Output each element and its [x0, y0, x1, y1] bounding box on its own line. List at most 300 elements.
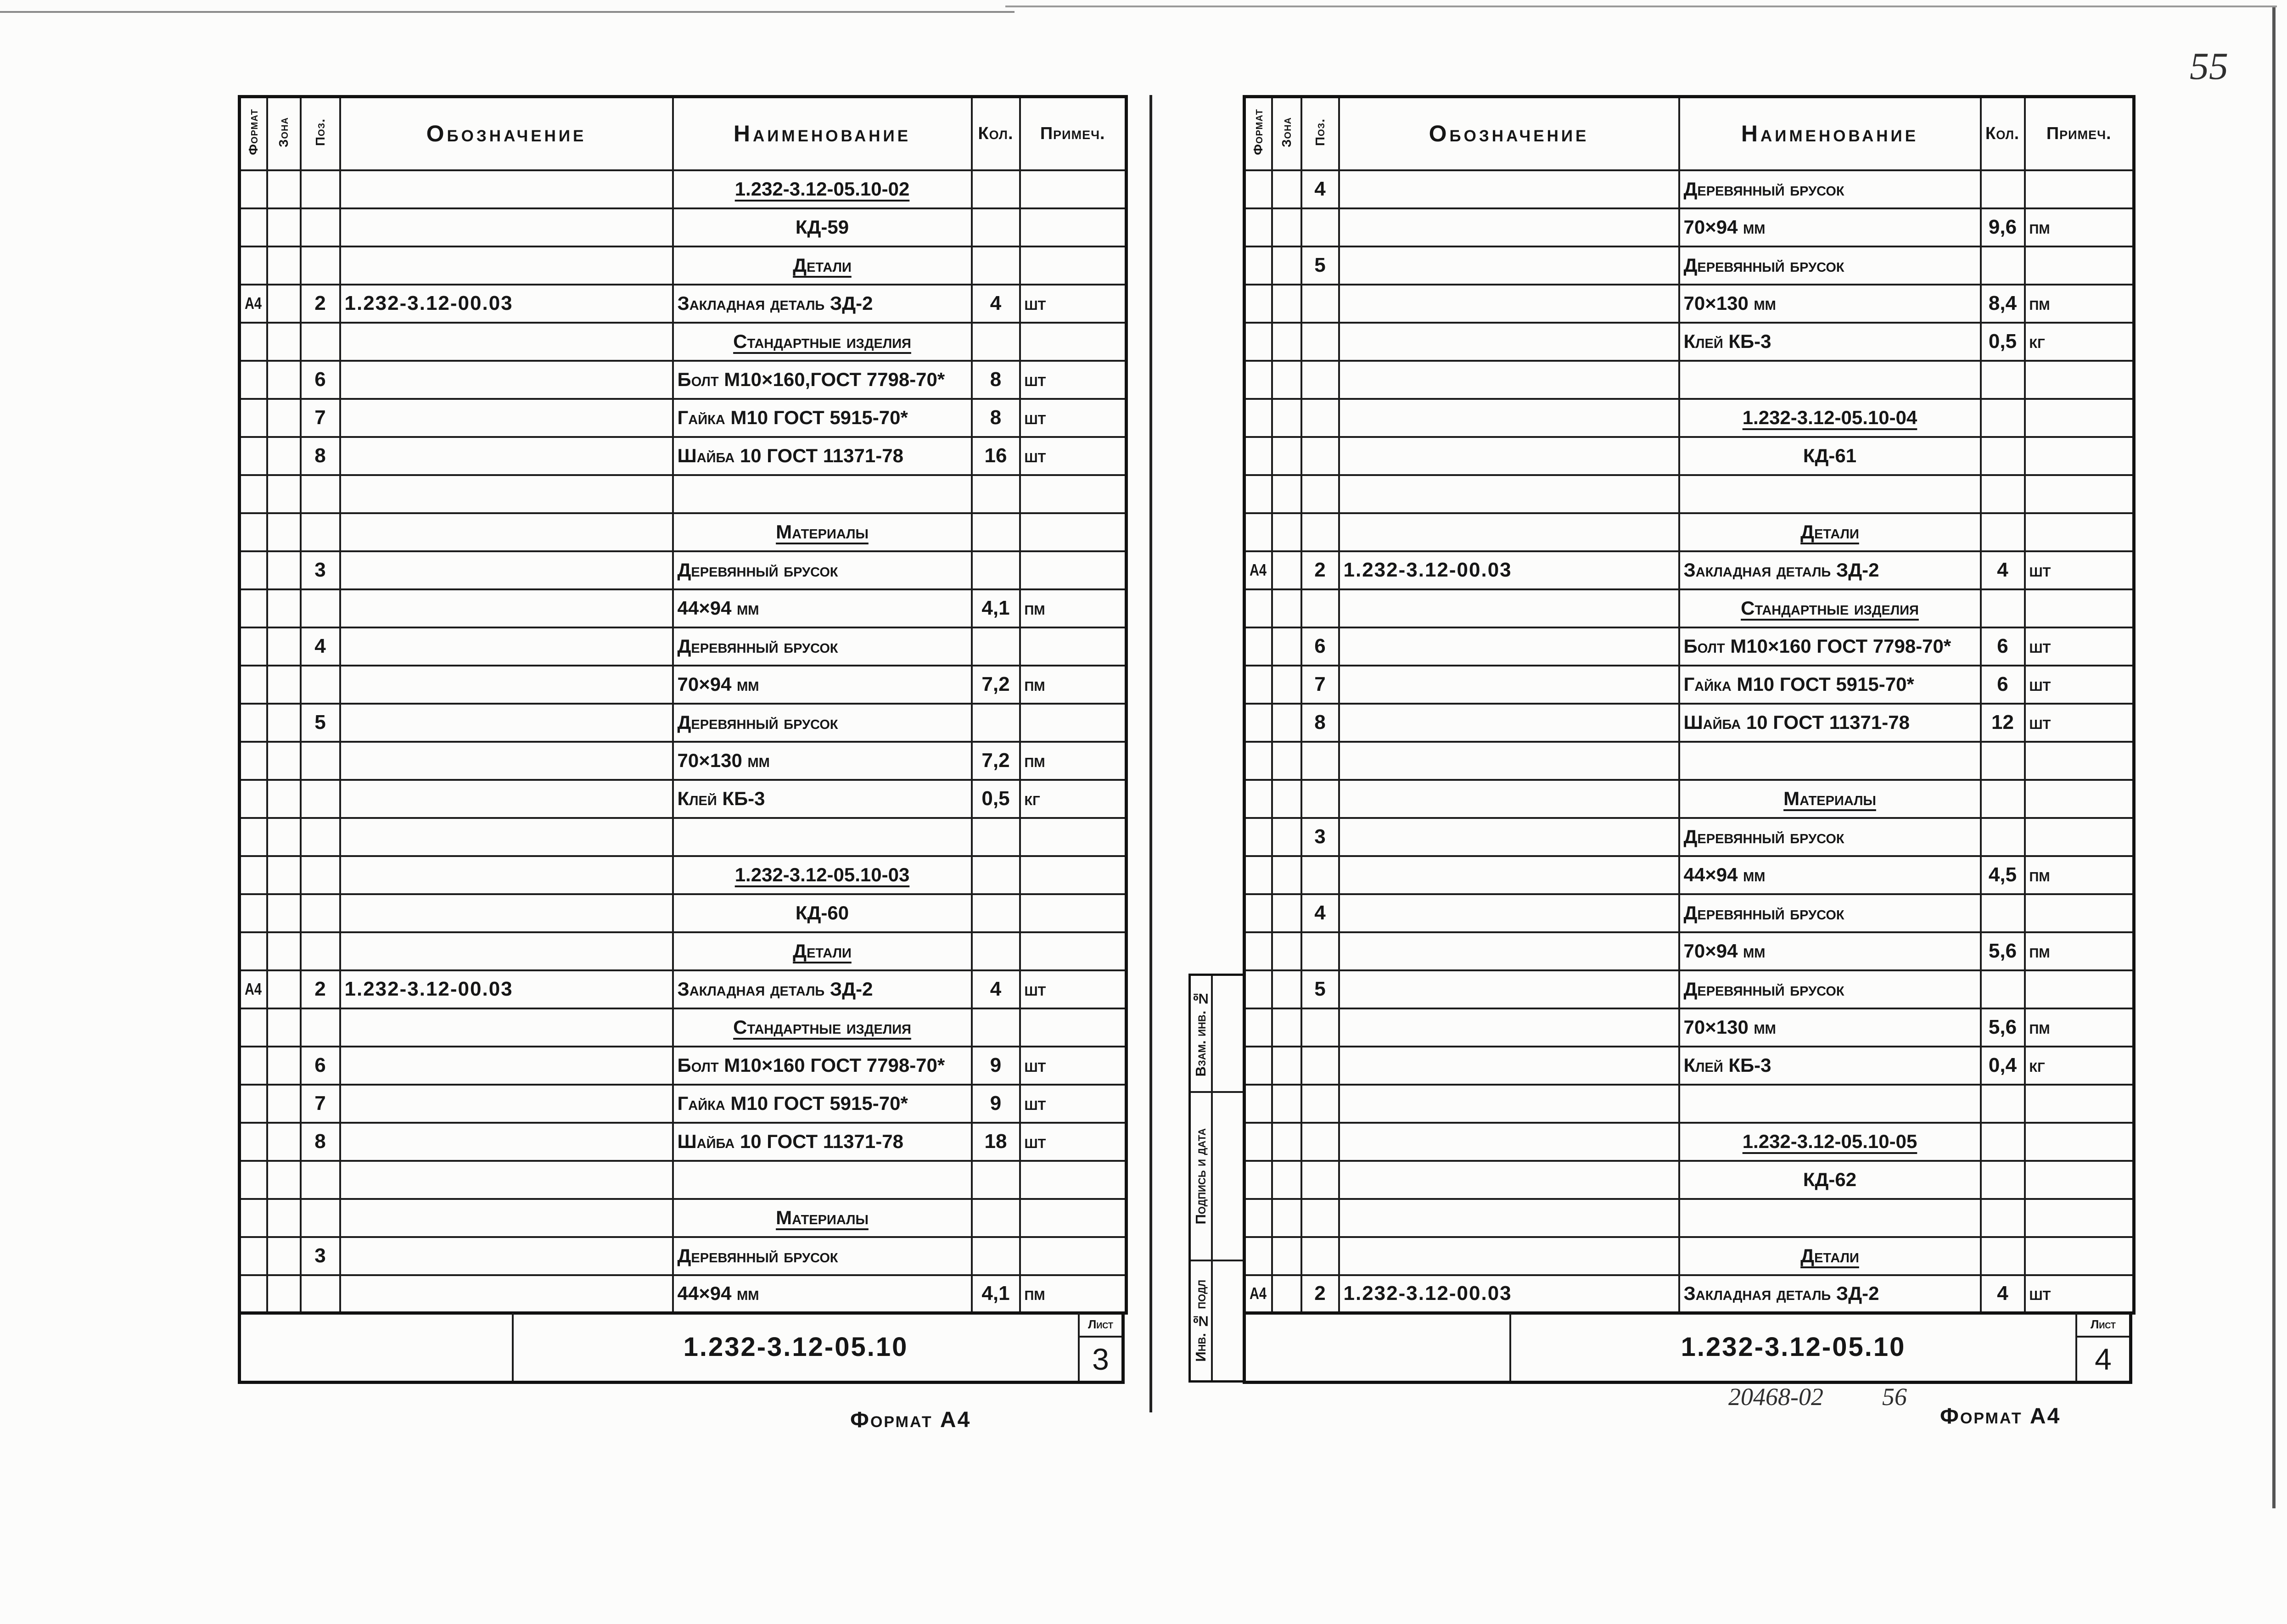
cell-designation	[340, 1047, 673, 1085]
cell-qty	[1981, 437, 2025, 475]
cell-zone	[1272, 475, 1301, 513]
cell-pos	[301, 323, 340, 361]
cell-zone	[1272, 323, 1301, 361]
cell-format	[240, 1275, 267, 1313]
cell-note	[1020, 704, 1127, 742]
section-heading: 1.232-3.12-05.10-05	[1742, 1131, 1917, 1152]
cell-format	[1244, 932, 1272, 970]
header-designation	[1339, 97, 1679, 170]
cell-designation	[340, 1275, 673, 1313]
cell-pos	[301, 361, 340, 399]
spec-sheet-right	[1243, 95, 2132, 1384]
cell-pos	[301, 399, 340, 437]
cell-zone	[1272, 704, 1301, 742]
cell-qty	[972, 894, 1020, 932]
spec-row	[1244, 704, 2134, 742]
spec-row	[1244, 323, 2134, 361]
cell-pos-text: 4	[314, 635, 326, 657]
cell-designation	[340, 1161, 673, 1199]
cell-pos	[1301, 551, 1339, 589]
cell-format	[1244, 742, 1272, 780]
cell-name	[673, 437, 972, 475]
cell-designation	[340, 285, 673, 323]
cell-qty	[972, 932, 1020, 970]
header-qty-text: Кол.	[1985, 123, 2019, 143]
cell-note	[1020, 1123, 1127, 1161]
cell-designation-text: 1.232-3.12-00.03	[1343, 1282, 1512, 1305]
cell-qty	[1981, 894, 2025, 932]
cell-zone	[1272, 1085, 1301, 1123]
cell-zone	[1272, 170, 1301, 208]
cell-format	[1244, 704, 1272, 742]
cell-pos	[1301, 361, 1339, 399]
section-heading: Стандартные изделия	[733, 330, 911, 352]
spec-table	[238, 95, 1128, 1315]
cell-note	[2025, 551, 2134, 589]
cell-note-text: шт	[2029, 1282, 2051, 1305]
cell-note	[1020, 1085, 1127, 1123]
cell-qty	[972, 361, 1020, 399]
cell-name	[673, 666, 972, 704]
cell-pos	[301, 475, 340, 513]
cell-designation	[340, 1123, 673, 1161]
cell-zone	[267, 1237, 301, 1275]
cell-pos-text: 3	[1314, 825, 1326, 848]
spec-row	[240, 475, 1127, 513]
spec-row	[240, 894, 1127, 932]
cell-format	[240, 246, 267, 285]
spec-row	[1244, 475, 2134, 513]
header-pos	[1301, 97, 1339, 170]
cell-pos-text: 7	[314, 1092, 326, 1114]
cell-note-text: шт	[1024, 292, 1046, 314]
spec-row	[1244, 742, 2134, 780]
cell-zone	[1272, 285, 1301, 323]
section-heading: 1.232-3.12-05.10-02	[734, 178, 910, 200]
cell-pos	[301, 1237, 340, 1275]
cell-qty	[972, 399, 1020, 437]
cell-designation	[340, 399, 673, 437]
cell-qty-text: 8	[990, 406, 1002, 429]
cell-qty	[1981, 780, 2025, 818]
cell-name-text: Деревянный брусок	[1683, 902, 1844, 924]
cell-format	[1244, 1085, 1272, 1123]
cell-format	[240, 627, 267, 666]
spec-row	[240, 1275, 1127, 1313]
cell-designation	[1339, 399, 1679, 437]
cell-note-text: пм	[1024, 750, 1045, 771]
cell-pos	[301, 970, 340, 1008]
cell-format	[1244, 818, 1272, 856]
spec-row	[1244, 1161, 2134, 1199]
cell-qty-text: 0,5	[1988, 330, 2017, 353]
header-format-text: Формат	[1251, 109, 1266, 156]
cell-note	[2025, 437, 2134, 475]
cell-name-text: Закладная деталь ЗД-2	[677, 292, 873, 314]
cell-pos-text: 2	[1314, 559, 1326, 581]
cell-name	[673, 1275, 972, 1313]
stamp-original-inventory-label	[1191, 1261, 1213, 1380]
cell-qty	[1981, 551, 2025, 589]
spec-row	[240, 856, 1127, 894]
cell-qty	[1981, 932, 2025, 970]
cell-name-text: Гайка М10 ГОСТ 5915-70*	[677, 407, 908, 428]
cell-zone	[267, 246, 301, 285]
cell-format	[1244, 1275, 1272, 1313]
cell-name	[673, 970, 972, 1008]
cell-format	[240, 323, 267, 361]
cell-pos-text: 3	[314, 1244, 326, 1267]
cell-designation	[1339, 627, 1679, 666]
spec-row	[1244, 1237, 2134, 1275]
cell-name	[673, 742, 972, 780]
cell-note-text: шт	[1024, 369, 1046, 390]
spec-row	[1244, 437, 2134, 475]
spec-row	[240, 742, 1127, 780]
cell-zone	[267, 627, 301, 666]
cell-format	[240, 856, 267, 894]
cell-designation	[1339, 208, 1679, 246]
spec-row	[1244, 970, 2134, 1008]
cell-format	[240, 1085, 267, 1123]
spec-row	[240, 704, 1127, 742]
cell-format	[1244, 970, 1272, 1008]
spec-row	[240, 361, 1127, 399]
cell-pos	[1301, 627, 1339, 666]
cell-format	[240, 970, 267, 1008]
cell-designation	[340, 780, 673, 818]
cell-name-text: Закладная деталь ЗД-2	[677, 978, 873, 1000]
cell-qty-text: 4,1	[981, 597, 1010, 619]
header-name	[673, 97, 972, 170]
cell-name	[1679, 399, 1981, 437]
cell-format	[240, 285, 267, 323]
cell-designation	[1339, 932, 1679, 970]
cell-format	[1244, 856, 1272, 894]
cell-format	[240, 1008, 267, 1047]
cell-format	[240, 170, 267, 208]
cell-qty	[1981, 1008, 2025, 1047]
cell-pos	[1301, 475, 1339, 513]
sheet-number: 4	[2095, 1342, 2112, 1376]
cell-note	[2025, 1275, 2134, 1313]
section-heading: Детали	[793, 254, 852, 276]
cell-pos	[1301, 1008, 1339, 1047]
cell-zone	[1272, 1008, 1301, 1047]
cell-pos-text: 2	[314, 978, 326, 1000]
cell-name-text: Гайка М10 ГОСТ 5915-70*	[1683, 673, 1914, 695]
cell-format	[1244, 1199, 1272, 1237]
cell-designation	[1339, 246, 1679, 285]
spec-row	[240, 589, 1127, 627]
cell-format	[1244, 323, 1272, 361]
cell-format	[1244, 246, 1272, 285]
cell-pos	[301, 1008, 340, 1047]
cell-format	[1244, 1047, 1272, 1085]
spec-row	[1244, 361, 2134, 399]
cell-qty	[972, 589, 1020, 627]
cell-designation	[340, 361, 673, 399]
cell-qty-text: 7,2	[981, 673, 1010, 695]
cell-qty	[972, 856, 1020, 894]
cell-pos-text: 5	[1314, 254, 1326, 276]
cell-note-text: шт	[2029, 711, 2051, 733]
cell-format	[240, 1161, 267, 1199]
cell-qty	[1981, 970, 2025, 1008]
cell-qty	[972, 1275, 1020, 1313]
cell-note	[2025, 1123, 2134, 1161]
header-qty	[1981, 97, 2025, 170]
spec-row	[1244, 1047, 2134, 1085]
cell-name-text: 44×94 мм	[1683, 864, 1766, 885]
spec-row	[240, 932, 1127, 970]
cell-name	[673, 323, 972, 361]
cell-qty-text: 5,6	[1988, 1016, 2017, 1038]
cell-format	[240, 894, 267, 932]
spec-row	[1244, 666, 2134, 704]
cell-designation	[1339, 361, 1679, 399]
cell-format	[1244, 399, 1272, 437]
header-format-text: Формат	[246, 109, 261, 156]
section-heading: Материалы	[776, 1207, 869, 1228]
cell-zone	[267, 399, 301, 437]
cell-designation	[340, 170, 673, 208]
cell-name	[673, 1161, 972, 1199]
cell-name-text: 70×94 мм	[1683, 216, 1766, 238]
cell-pos-text: 7	[314, 406, 326, 429]
cell-qty-text: 9,6	[1988, 216, 2017, 238]
cell-zone	[267, 170, 301, 208]
cell-name-text: Клей КБ-3	[1683, 330, 1771, 352]
cell-name	[1679, 323, 1981, 361]
cell-pos	[301, 894, 340, 932]
cell-designation	[1339, 475, 1679, 513]
cell-format	[1244, 894, 1272, 932]
spec-sheet-left	[238, 95, 1125, 1384]
cell-pos	[301, 551, 340, 589]
header-zone-text: Зона	[276, 117, 291, 147]
cell-designation	[1339, 551, 1679, 589]
sheet-number-cell	[1080, 1313, 1121, 1381]
cell-note-text: кг	[1024, 788, 1040, 809]
cell-pos	[301, 437, 340, 475]
cell-format	[240, 1047, 267, 1085]
header-name	[1679, 97, 1981, 170]
cell-note	[2025, 285, 2134, 323]
cell-qty	[972, 285, 1020, 323]
cell-format	[1244, 551, 1272, 589]
cell-name-text: Деревянный брусок	[677, 559, 838, 581]
cell-format	[1244, 285, 1272, 323]
cell-qty	[1981, 1047, 2025, 1085]
section-heading: 1.232-3.12-05.10-03	[734, 864, 910, 885]
cell-name	[1679, 742, 1981, 780]
cell-format	[240, 208, 267, 246]
cell-name-text: Деревянный брусок	[677, 711, 838, 733]
cell-name-text: 70×130 мм	[1683, 1016, 1776, 1038]
cell-qty	[972, 323, 1020, 361]
cell-name	[1679, 932, 1981, 970]
cell-qty	[972, 551, 1020, 589]
header-note	[2025, 97, 2134, 170]
cell-qty-text: 4	[1997, 1282, 2008, 1305]
cell-pos	[1301, 246, 1339, 285]
cell-designation-text: 1.232-3.12-00.03	[1343, 559, 1512, 581]
cell-zone	[267, 1085, 301, 1123]
cell-pos	[1301, 932, 1339, 970]
cell-qty-text: 16	[984, 444, 1007, 467]
cell-qty	[972, 970, 1020, 1008]
cell-pos	[1301, 742, 1339, 780]
spec-row	[1244, 627, 2134, 666]
cell-zone	[267, 894, 301, 932]
spec-row	[1244, 551, 2134, 589]
cell-pos	[1301, 1161, 1339, 1199]
cell-note	[2025, 1008, 2134, 1047]
cell-qty	[1981, 246, 2025, 285]
cell-note	[2025, 513, 2134, 551]
cell-zone	[1272, 1161, 1301, 1199]
cell-zone	[1272, 246, 1301, 285]
cell-note-text: шт	[2029, 673, 2051, 695]
cell-zone	[267, 1275, 301, 1313]
spec-row	[240, 437, 1127, 475]
cell-note	[1020, 856, 1127, 894]
cell-zone	[1272, 970, 1301, 1008]
cell-note	[2025, 361, 2134, 399]
cell-format	[1244, 1237, 1272, 1275]
page-fold-line	[1149, 95, 1152, 1412]
cell-format	[1244, 1161, 1272, 1199]
cell-pos-text: 4	[1314, 178, 1326, 200]
cell-pos	[301, 742, 340, 780]
cell-designation	[340, 894, 673, 932]
section-label: КД-60	[795, 902, 849, 924]
cell-pos	[1301, 780, 1339, 818]
cell-zone	[1272, 894, 1301, 932]
cell-qty-text: 5,6	[1988, 940, 2017, 962]
spec-row	[240, 399, 1127, 437]
cell-format	[240, 666, 267, 704]
cell-note-text: пм	[1024, 1282, 1045, 1305]
cell-name-text: Деревянный брусок	[677, 635, 838, 657]
cell-name-text: 70×130 мм	[1683, 292, 1776, 314]
spec-row	[240, 170, 1127, 208]
spec-row	[1244, 208, 2134, 246]
cell-format	[240, 818, 267, 856]
cell-format	[1244, 170, 1272, 208]
cell-note	[2025, 1161, 2134, 1199]
cell-pos	[301, 589, 340, 627]
spec-row	[1244, 932, 2134, 970]
cell-zone	[267, 513, 301, 551]
header-format	[240, 97, 267, 170]
cell-pos	[1301, 399, 1339, 437]
cell-pos	[1301, 704, 1339, 742]
cell-note	[1020, 475, 1127, 513]
spec-row	[240, 1199, 1127, 1237]
cell-note	[1020, 932, 1127, 970]
cell-name	[673, 856, 972, 894]
cell-format	[1244, 627, 1272, 666]
cell-note	[2025, 856, 2134, 894]
cell-pos	[301, 818, 340, 856]
page-edge-line	[2272, 7, 2276, 1508]
cell-qty	[972, 437, 1020, 475]
header-name-text: Наименование	[733, 121, 911, 147]
spec-row	[1244, 589, 2134, 627]
cell-pos	[301, 1123, 340, 1161]
cell-qty	[972, 1123, 1020, 1161]
cell-qty	[1981, 170, 2025, 208]
cell-format	[1244, 437, 1272, 475]
cell-zone	[267, 1047, 301, 1085]
cell-zone	[267, 589, 301, 627]
spec-row	[240, 1123, 1127, 1161]
cell-pos-text: 2	[1314, 1282, 1326, 1305]
header-qty	[972, 97, 1020, 170]
cell-note	[1020, 627, 1127, 666]
cell-note	[1020, 970, 1127, 1008]
cell-pos	[1301, 208, 1339, 246]
cell-zone	[267, 704, 301, 742]
cell-note	[2025, 1237, 2134, 1275]
stamp-signature-date-field	[1213, 1093, 1244, 1261]
cell-name	[1679, 589, 1981, 627]
cell-pos	[301, 1161, 340, 1199]
cell-name	[673, 1123, 972, 1161]
cell-qty-text: 9	[990, 1054, 1002, 1076]
spec-row	[240, 1008, 1127, 1047]
title-block	[1243, 1313, 2132, 1384]
cell-zone	[1272, 551, 1301, 589]
cell-qty-text: 8,4	[1988, 292, 2017, 314]
cell-name	[673, 1008, 972, 1047]
cell-note	[2025, 1199, 2134, 1237]
cell-zone	[1272, 666, 1301, 704]
spec-row	[240, 627, 1127, 666]
cell-note	[1020, 323, 1127, 361]
cell-name	[1679, 627, 1981, 666]
cell-qty-text: 8	[990, 368, 1002, 391]
cell-name-text: Болт М10×160 ГОСТ 7798-70*	[677, 1054, 945, 1076]
cell-zone	[1272, 780, 1301, 818]
cell-name-text: Закладная деталь ЗД-2	[1683, 559, 1879, 581]
stamp-signature-date-text: Подпись и дата	[1193, 1128, 1209, 1225]
header-zone	[267, 97, 301, 170]
cell-zone	[1272, 361, 1301, 399]
spec-row	[240, 551, 1127, 589]
section-label: КД-61	[1803, 445, 1857, 466]
cell-designation	[1339, 704, 1679, 742]
cell-zone	[1272, 513, 1301, 551]
cell-pos	[301, 856, 340, 894]
cell-designation	[340, 323, 673, 361]
cell-pos	[1301, 1199, 1339, 1237]
cell-pos	[1301, 1123, 1339, 1161]
format-footer: Формат А4	[850, 1408, 971, 1432]
cell-qty	[972, 475, 1020, 513]
cell-note	[2025, 818, 2134, 856]
cell-name	[673, 475, 972, 513]
cell-zone	[1272, 589, 1301, 627]
cell-designation	[340, 1199, 673, 1237]
stamp-replaced-inventory-text: Взам. инв. №	[1193, 990, 1209, 1077]
cell-zone	[1272, 399, 1301, 437]
cell-zone	[267, 970, 301, 1008]
cell-qty-text: 4,5	[1988, 863, 2017, 886]
cell-designation	[1339, 856, 1679, 894]
